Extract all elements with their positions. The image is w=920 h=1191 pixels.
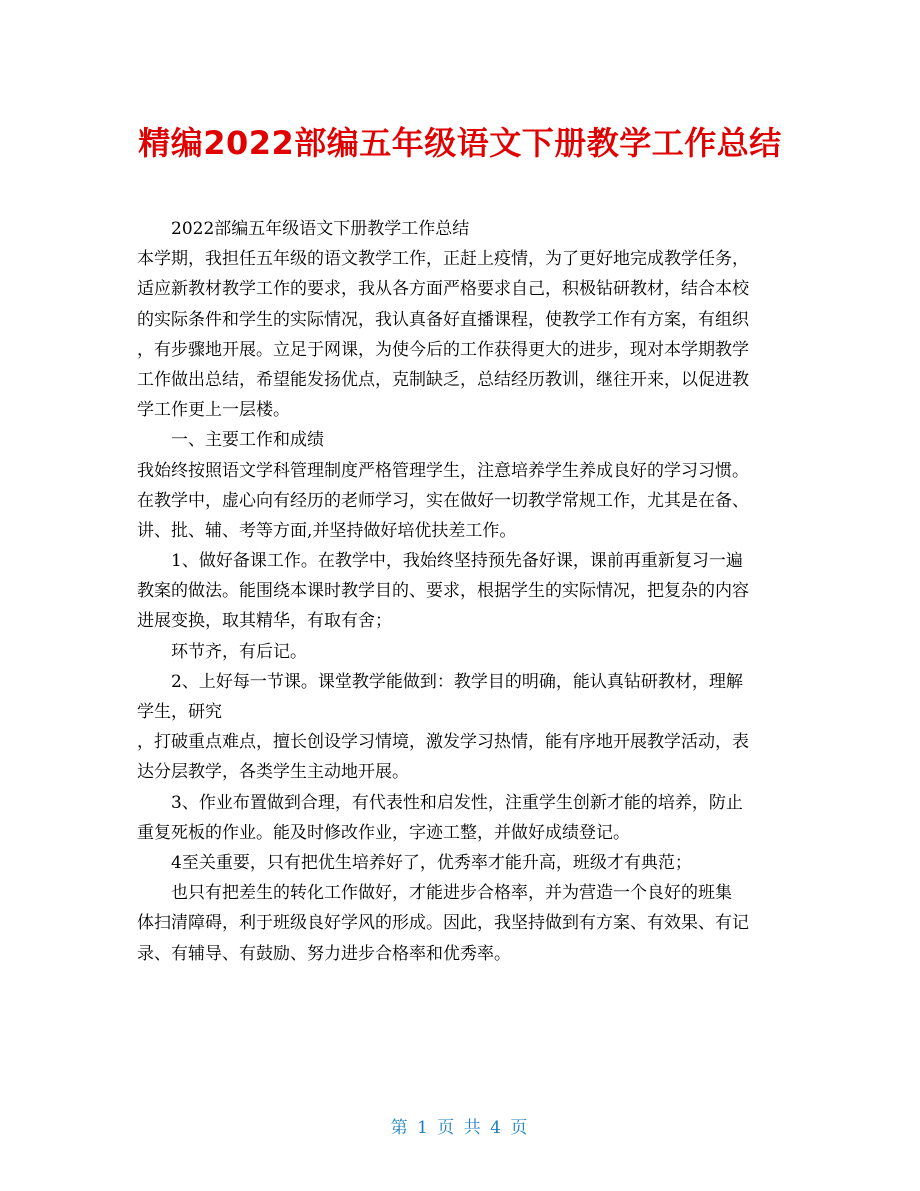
body-line: 适应新教材教学工作的要求，我从各方面严格要求自己，积极钻研教材，结合本校 [137,279,749,300]
body-line: ，有步骤地开展。立足于网课，为使今后的工作获得更大的进步，现对本学期教学 [137,339,749,360]
body-line: ，打破重点难点，擅长创设学习情境，激发学习热情，能有序地开展教学活动，表 [137,732,749,753]
body-line: 讲、批、辅、考等方面,并坚持做好培优扶差工作。 [137,520,517,541]
body-line: 在教学中，虚心向有经历的老师学习，实在做好一切教学常规工作，尤其是在备、 [137,490,749,511]
body-line: 本学期，我担任五年级的语文教学工作，正赶上疫情，为了更好地完成教学任务， [137,249,749,270]
body-line: 工作做出总结，希望能发扬优点，克制缺乏，总结经历教训，继往开来，以促进教 [137,369,749,390]
body-line: 3、作业布置做到合理，有代表性和启发性，注重学生创新才能的培养，防止 [171,792,743,813]
body-line: 达分层教学，各类学生主动地开展。 [137,762,409,783]
body-line: 学工作更上一层楼。 [137,400,290,421]
body-line: 2022部编五年级语文下册教学工作总结 [171,219,470,239]
body-line: 学生，研究 [137,702,222,722]
body-line: 进展变换，取其精华，有取有舍； [137,611,392,632]
body-line: 1、做好备课工作。在教学中，我始终坚持预先备好课，课前再重新复习一遍 [171,551,743,572]
body-line: 4至关重要，只有把优生培养好了，优秀率才能升高，班级才有典范； [171,852,692,873]
document-title: 精编2022部编五年级语文下册教学工作总结 [138,124,782,162]
document-body [137,214,792,969]
body-line: 录、有辅导、有鼓励、努力进步合格率和优秀率。 [137,943,511,964]
body-line: 也只有把差生的转化工作做好，才能进步合格率，并为营造一个良好的班集 [171,883,732,904]
body-line: 一、主要工作和成绩 [171,430,324,451]
body-line: 的实际条件和学生的实际情况，我认真备好直播课程，使教学工作有方案，有组织 [137,309,749,330]
body-line: 我始终按照语文学科管理制度严格管理学生，注意培养学生养成良好的学习习惯。 [137,460,749,481]
body-line: 体扫清障碍，利于班级良好学风的形成。因此，我坚持做到有方案、有效果、有记 [137,913,749,934]
body-line: 2、上好每一节课。课堂教学能做到：教学目的明确，能认真钻研教材，理解 [171,671,743,692]
page-footer: 第 1 页 共 4 页 [390,1118,530,1138]
body-line: 重复死板的作业。能及时修改作业，字迹工整，并做好成绩登记。 [137,822,630,843]
body-line: 环节齐，有后记。 [171,641,307,662]
body-line: 教案的做法。能围绕本课时教学目的、要求，根据学生的实际情况，把复杂的内容 [137,581,749,602]
